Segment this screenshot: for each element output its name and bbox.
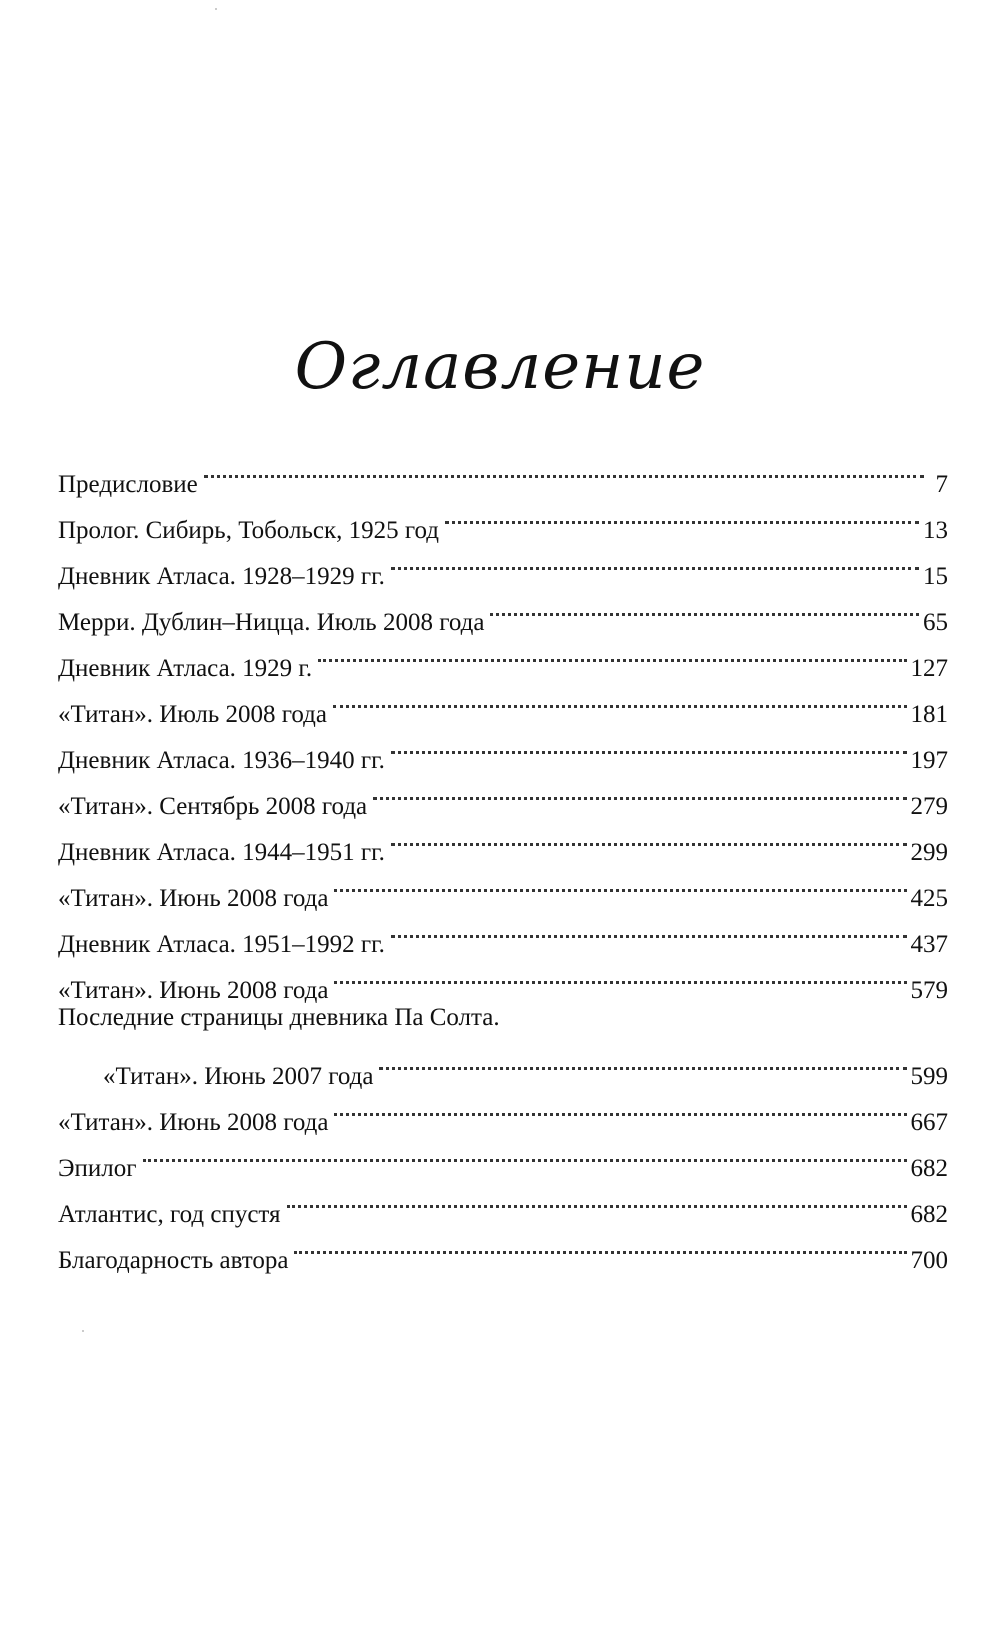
toc-entry-title: Мерри. Дублин–Ницца. Июль 2008 года <box>58 609 485 636</box>
dot-leader <box>334 1084 906 1130</box>
toc-entry-page: 579 <box>910 977 948 1004</box>
dot-leader <box>333 676 907 722</box>
toc-entry-title: «Титан». Сентябрь 2008 года <box>58 793 368 820</box>
dot-leader <box>143 1130 907 1176</box>
dot-leader <box>391 538 919 584</box>
toc-entry-page: 700 <box>910 1247 948 1274</box>
toc-entry-title: Дневник Атласа. 1928–1929 гг. <box>58 563 385 590</box>
toc-entry-title: Предисловие <box>58 471 198 498</box>
dot-leader <box>445 492 919 538</box>
toc-entry-title: Эпилог <box>58 1155 137 1182</box>
toc-entry-page: 599 <box>910 1063 948 1090</box>
toc-entry-title: Дневник Атласа. 1951–1992 гг. <box>58 931 385 958</box>
toc-entry-page: 682 <box>910 1201 948 1228</box>
toc-entry-page: 7 <box>935 471 948 498</box>
toc-entry-title: Благодарность автора <box>58 1247 289 1274</box>
paper-speck <box>82 1330 84 1332</box>
dot-leader <box>294 1222 906 1268</box>
toc-entry-page: 197 <box>910 747 948 774</box>
toc-entry-page: 279 <box>910 793 948 820</box>
page-title: Оглавление <box>294 330 706 404</box>
toc-entry-title: «Титан». Июнь 2008 года <box>58 1109 329 1136</box>
dot-leader <box>490 584 919 630</box>
dot-leader <box>391 722 907 768</box>
dot-leader <box>204 446 924 492</box>
dot-leader <box>391 814 907 860</box>
toc-entry-page: 299 <box>910 839 948 866</box>
toc-entry-title-continued: «Титан». Июнь 2007 года <box>103 1063 374 1090</box>
dot-leader <box>334 860 906 906</box>
toc-entry-page: 667 <box>910 1109 948 1136</box>
dot-leader <box>287 1176 907 1222</box>
dot-leader <box>391 906 907 952</box>
toc-entry-page: 13 <box>923 517 948 544</box>
toc-entry-title: Пролог. Сибирь, Тобольск, 1925 год <box>58 517 439 544</box>
toc-entry <box>58 1130 948 1182</box>
toc-entry-page: 437 <box>910 931 948 958</box>
toc-entry-page: 127 <box>910 655 948 682</box>
toc-entry-page: 682 <box>910 1155 948 1182</box>
toc-entry-title: Дневник Атласа. 1929 г. <box>58 655 313 682</box>
toc-entry-title: «Титан». Июнь 2008 года <box>58 977 329 1004</box>
toc-entry-page: 65 <box>923 609 948 636</box>
toc-entry-title: «Титан». Июнь 2008 года <box>58 885 329 912</box>
toc-entry-title-line <box>58 998 948 1038</box>
dot-leader <box>318 630 906 676</box>
toc-entry-page: 425 <box>910 885 948 912</box>
dot-leader <box>334 952 906 998</box>
toc-entry-title: Последние страницы дневника Па Солта. <box>58 1004 500 1031</box>
paper-speck <box>215 8 217 10</box>
toc-entry-title: Дневник Атласа. 1944–1951 гг. <box>58 839 385 866</box>
toc-entry <box>58 1176 948 1228</box>
toc-entry <box>58 446 948 498</box>
dot-leader <box>379 1038 906 1084</box>
toc-entry <box>58 1038 948 1090</box>
toc-entry-title: Дневник Атласа. 1936–1940 гг. <box>58 747 385 774</box>
dot-leader <box>373 768 906 814</box>
toc-entry-page: 15 <box>923 563 948 590</box>
toc-entry-title: Атлантис, год спустя <box>58 1201 281 1228</box>
toc-entry-page: 181 <box>910 701 948 728</box>
toc-entry-title: «Титан». Июль 2008 года <box>58 701 327 728</box>
table-of-contents <box>58 446 948 1274</box>
